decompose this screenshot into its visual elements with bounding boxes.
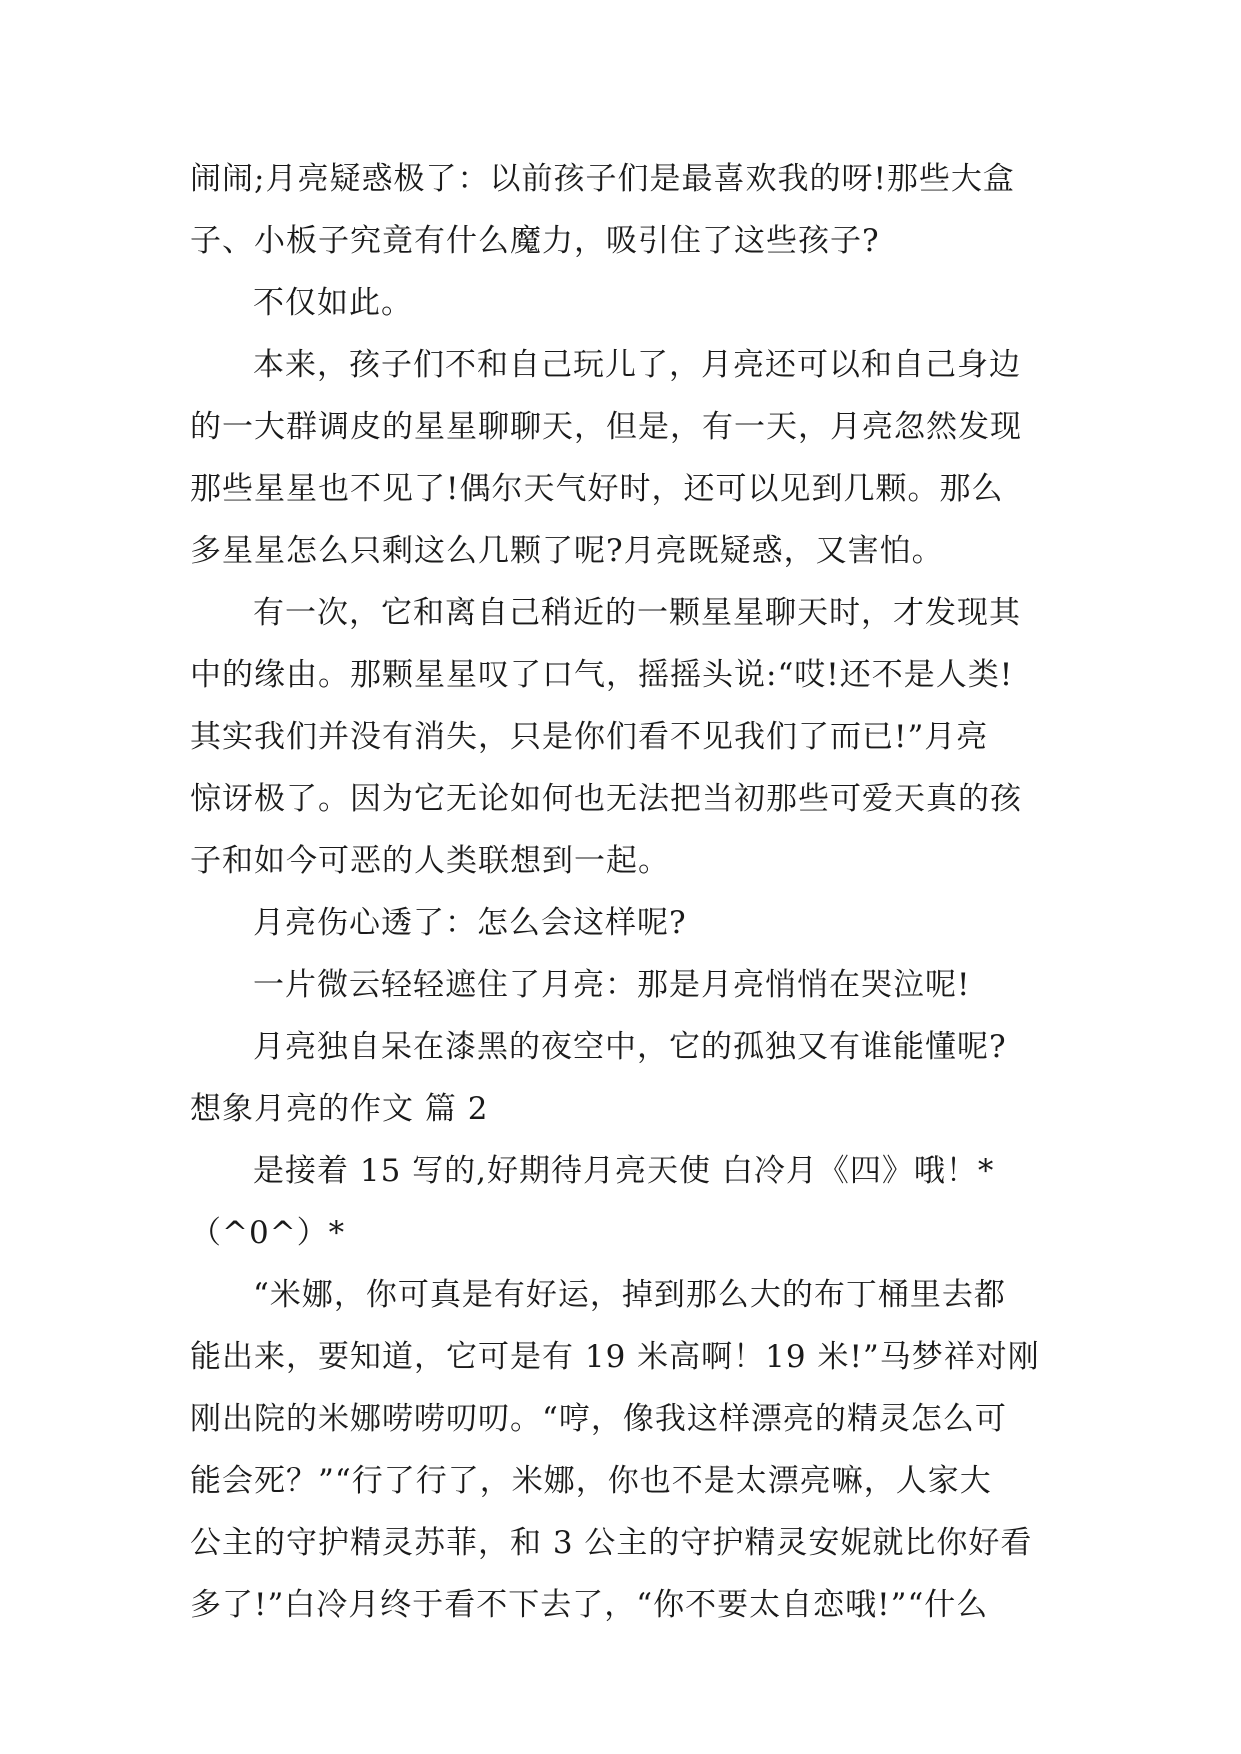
text-line: 公主的守护精灵苏菲，和 3 公主的守护精灵安妮就比你好看 (190, 1525, 1033, 1561)
paragraph-line: 不仅如此。 (253, 285, 413, 321)
text-line: 闹闹;月亮疑惑极了：以前孩子们是最喜欢我的呀!那些大盒 (190, 161, 1015, 197)
text-line: 子、小板子究竟有什么魔力，吸引住了这些孩子? (190, 223, 880, 259)
text-line: 能出来，要知道，它可是有 19 米高啊！19 米!”马梦祥对刚 (190, 1339, 1040, 1375)
paragraph-line: “米娜，你可真是有好运，掉到那么大的布丁桶里去都 (253, 1277, 1006, 1313)
section-heading: 想象月亮的作文 篇 2 (190, 1091, 489, 1127)
paragraph-line: 一片微云轻轻遮住了月亮：那是月亮悄悄在哭泣呢! (253, 967, 971, 1003)
paragraph-line: 本来，孩子们不和自己玩儿了，月亮还可以和自己身边 (253, 347, 1021, 383)
text-line: 能会死？”“行了行了，米娜，你也不是太漂亮嘛，人家大 (190, 1463, 992, 1499)
text-line: 多了!”白冷月终于看不下去了，“你不要太自恋哦!”“什么 (190, 1587, 989, 1623)
text-line: 其实我们并没有消失，只是你们看不见我们了而已!”月亮 (190, 719, 989, 755)
text-line: 惊讶极了。因为它无论如何也无法把当初那些可爱天真的孩 (190, 781, 1022, 817)
text-line: 多星星怎么只剩这么几颗了呢?月亮既疑惑，又害怕。 (190, 533, 944, 569)
paragraph-line: 是接着 15 写的,好期待月亮天使 白冷月《四》哦！* (253, 1153, 995, 1189)
text-line: 中的缘由。那颗星星叹了口气，摇摇头说:“哎!还不是人类! (190, 657, 1014, 693)
paragraph-line: 月亮伤心透了：怎么会这样呢? (253, 905, 687, 941)
paragraph-line: 有一次，它和离自己稍近的一颗星星聊天时，才发现其 (253, 595, 1021, 631)
text-line: 那些星星也不见了!偶尔天气好时，还可以见到几颗。那么 (190, 471, 1004, 507)
text-line: 子和如今可恶的人类联想到一起。 (190, 843, 670, 879)
paragraph-line: 月亮独自呆在漆黑的夜空中，它的孤独又有谁能懂呢? (253, 1029, 1007, 1065)
document-page (190, 148, 1052, 1636)
text-line: 刚出院的米娜唠唠叨叨。“哼，像我这样漂亮的精灵怎么可 (190, 1401, 1007, 1437)
text-line: （^0^）* (190, 1215, 346, 1251)
text-line: 的一大群调皮的星星聊聊天，但是，有一天，月亮忽然发现 (190, 409, 1022, 445)
